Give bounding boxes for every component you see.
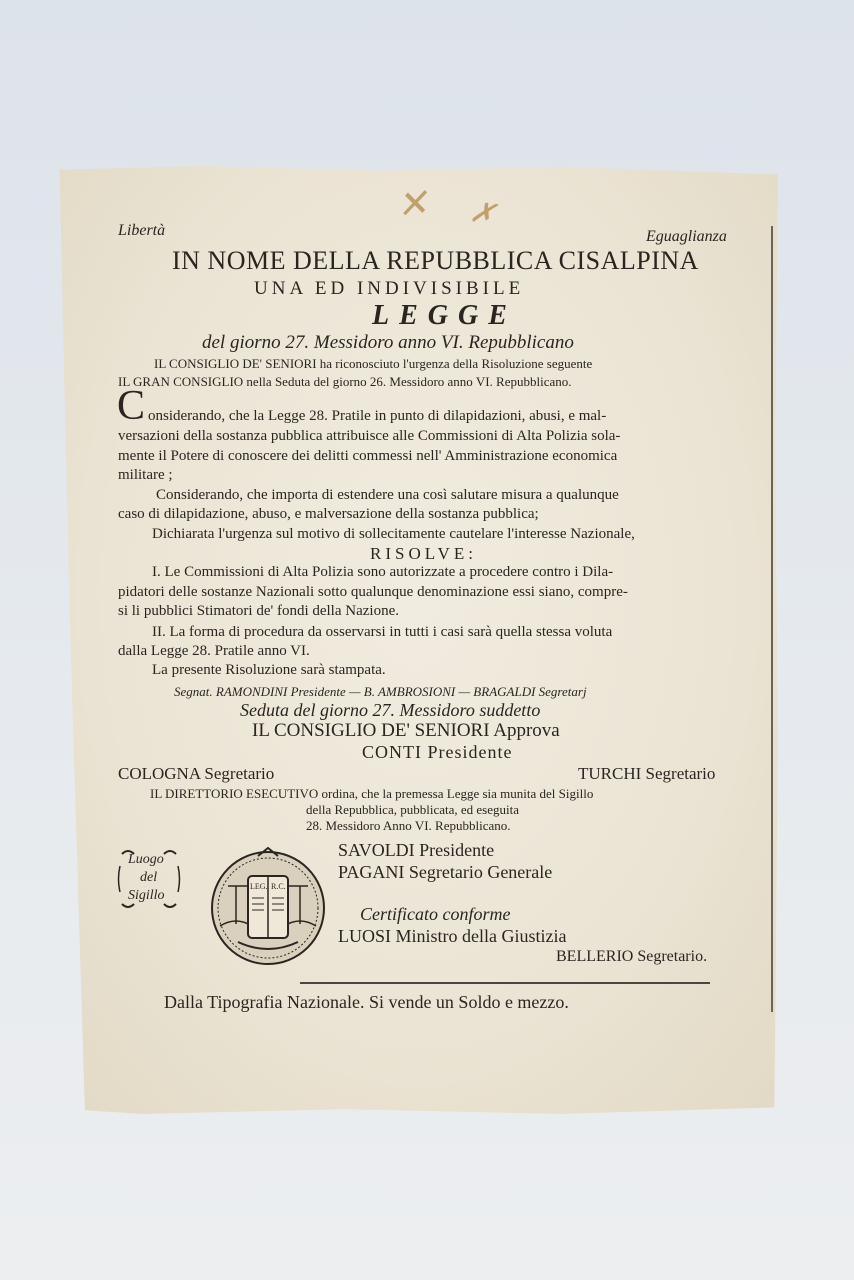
- direttorio-line-1: IL DIRETTORIO ESECUTIVO ordina, che la premessa Legge sia munita del Sigillo: [150, 786, 594, 801]
- para-1-line-3: mente il Potere di conoscere dei delitti commessi nell' Amministrazione economica: [118, 448, 618, 464]
- handwritten-mark-2: ✗: [466, 194, 499, 233]
- date-line: del giorno 27. Messidoro anno VI. Repubblicano: [202, 332, 574, 353]
- para-2-line-1: Considerando, che importa di estendere una così salutare misura a qualunque: [156, 487, 619, 503]
- seal-label-3: Sigillo: [128, 888, 165, 903]
- drop-cap: C: [117, 383, 146, 429]
- article-2-line-2: dalla Legge 28. Pratile anno VI.: [118, 643, 310, 659]
- signatures-line: Segnat. RAMONDINI Presidente — B. AMBROSIONI — BRAGALDI Segretarj: [174, 684, 587, 699]
- republic-seal: [208, 846, 328, 970]
- pagani-line: PAGANI Segretario Generale: [338, 862, 553, 882]
- margin-rule: [771, 226, 773, 1012]
- seal-label-1: Luogo: [128, 852, 164, 867]
- seal-text-left: LEG.: [250, 882, 268, 891]
- title-line-1: IN NOME DELLA REPUBBLICA CISALPINA: [172, 246, 699, 275]
- article-1-line-2: pidatori delle sostanze Nazionali sotto qualunque denominazione essi siano, compre-: [118, 584, 628, 600]
- seal-text-right: R.C.: [271, 882, 286, 891]
- article-1-line-1: I. Le Commissioni di Alta Polizia sono autorizzate a procedere contro i Dila-: [152, 564, 614, 580]
- handwritten-mark: ✕: [393, 181, 431, 229]
- article-2-line-1: II. La forma di procedura da osservarsi in tutti i casi sarà quella stessa voluta: [152, 624, 613, 640]
- seal-emblem-icon: [208, 846, 328, 970]
- title-line-2: UNA ED INDIVISIBILE: [254, 278, 525, 299]
- seal-label-2: del: [140, 870, 158, 885]
- seduta-line: Seduta del giorno 27. Messidoro suddetto: [240, 700, 541, 720]
- para-1-line-2: versazioni della sostanza pubblica attribuisce alle Commissioni di Alta Polizia sola-: [118, 428, 621, 444]
- para-1-line-4: militare ;: [118, 467, 173, 483]
- stampata-line: La presente Risoluzione sarà stampata.: [152, 662, 386, 678]
- intro-line-2: IL GRAN CONSIGLIO nella Seduta del giorno 26. Messidoro anno VI. Repubblicano.: [118, 374, 572, 389]
- motto-left: Libertà: [118, 222, 166, 239]
- footer-line: Dalla Tipografia Nazionale. Si vende un Soldo e mezzo.: [164, 992, 569, 1012]
- conti-line: CONTI Presidente: [362, 742, 513, 762]
- intro-line-1: IL CONSIGLIO DE' SENIORI ha riconosciuto l'urgenza della Risoluzione seguente: [154, 356, 593, 371]
- motto-right: Eguaglianza: [646, 228, 727, 245]
- bellerio-line: BELLERIO Segretario.: [556, 948, 708, 965]
- direttorio-line-2: della Repubblica, pubblicata, ed eseguita: [306, 802, 519, 817]
- para-3: Dichiarata l'urgenza sul motivo di sollecitamente cautelare l'interesse Nazionale,: [152, 526, 635, 542]
- luosi-line: LUOSI Ministro della Giustizia: [338, 926, 567, 946]
- footer-rule: [300, 982, 710, 984]
- savoldi-line: SAVOLDI Presidente: [338, 840, 495, 860]
- turchi-line: TURCHI Segretario: [578, 764, 716, 783]
- direttorio-line-3: 28. Messidoro Anno VI. Repubblicano.: [306, 818, 511, 833]
- approva-line: IL CONSIGLIO DE' SENIORI Approva: [252, 720, 560, 741]
- luogo-del-sigillo: [116, 846, 182, 912]
- article-1-line-3: si li pubblici Stimatori de' fondi della Nazione.: [118, 603, 399, 619]
- cologna-line: COLOGNA Segretario: [118, 764, 275, 783]
- risolve-heading: RISOLVE:: [370, 544, 477, 563]
- para-1-line-1: onsiderando, che la Legge 28. Pratile in punto di dilapidazioni, abusi, e mal-: [148, 408, 607, 424]
- title-legge: LEGGE: [372, 300, 517, 331]
- certificato-line: Certificato conforme: [360, 904, 511, 924]
- para-2-line-2: caso di dilapidazione, abuso, e malversazione della sostanza pubblica;: [118, 506, 539, 522]
